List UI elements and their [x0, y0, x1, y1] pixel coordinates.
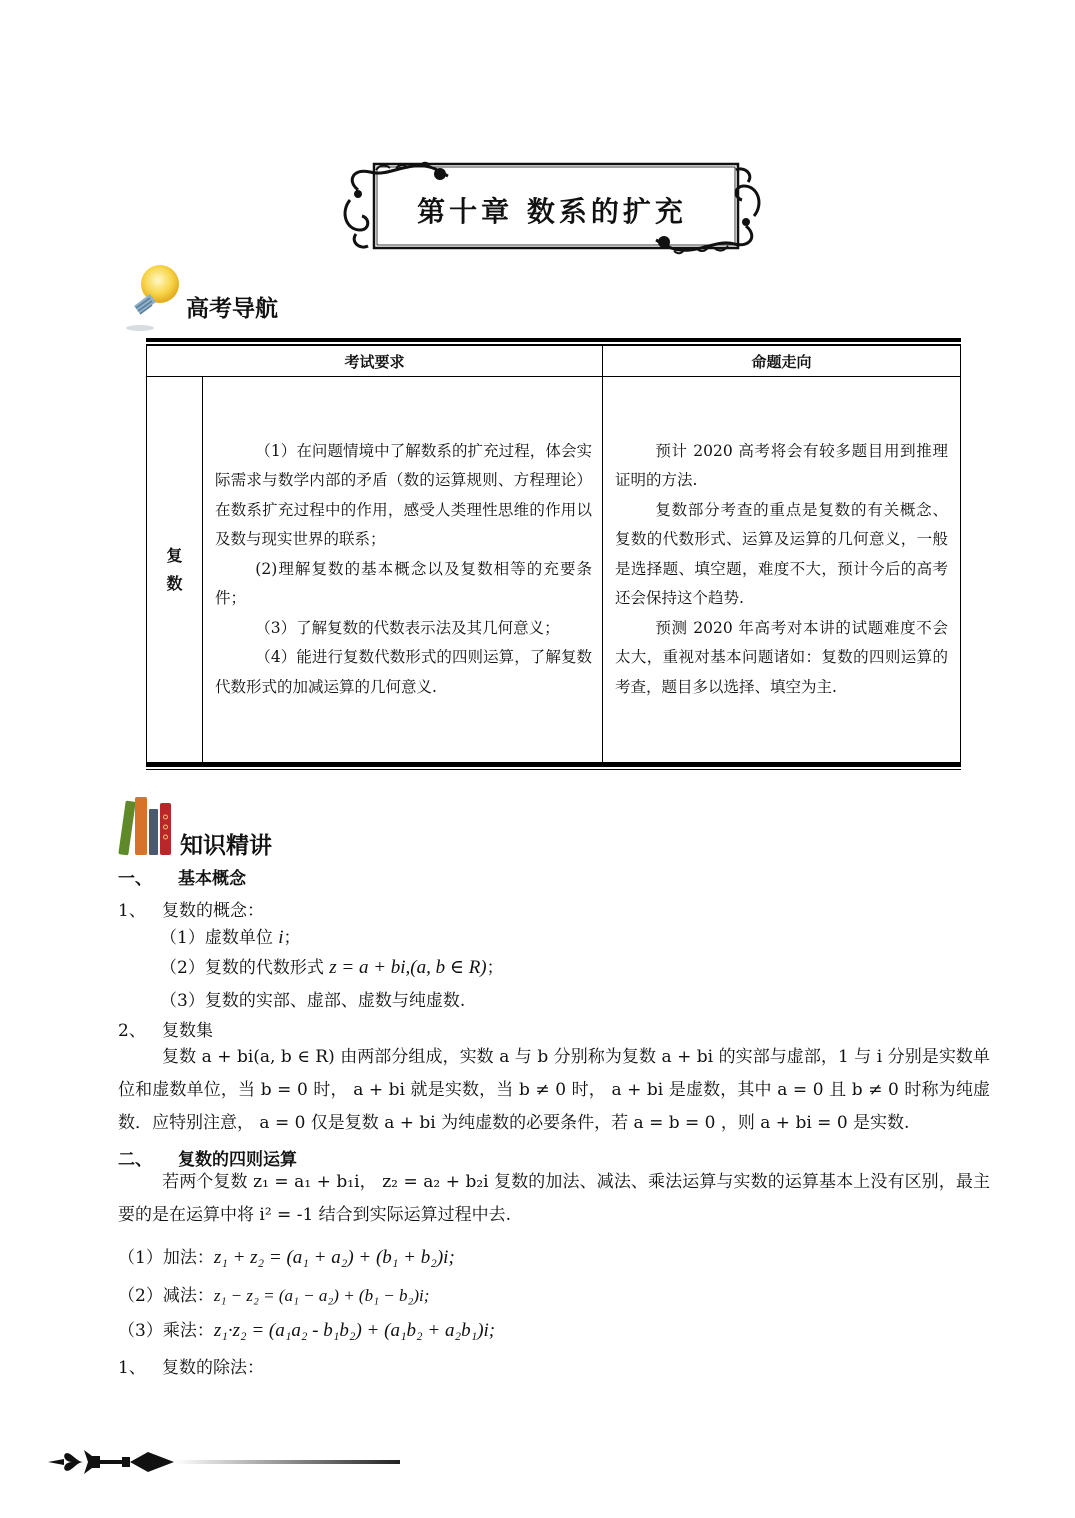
- trend-item: 复数部分考查的重点是复数的有关概念、复数的代数形式、运算及运算的几何意义，一般是选择题、填空题，难度不大，预计今后的高考还会保持这个趋势.: [615, 500, 948, 608]
- table-header-row: [147, 346, 961, 377]
- trends-cell: [603, 377, 961, 763]
- header-requirements: 考试要求: [147, 346, 603, 377]
- op-multiplication: （3）乘法：z₁·z₂ = (a₁a₂ - b₁b₂) + (a₁b₂ + a₂b₁)i;: [118, 1320, 496, 1341]
- requirement-item: (2)理解复数的基本概念以及复数相等的充要条件；: [215, 559, 593, 608]
- footer-ornament: [44, 1444, 404, 1480]
- chapter-title-banner: [336, 160, 768, 256]
- op-subtraction: （2）减法：z₁ − z₂ = (a₁ − a₂) + (b₁ − b₂)i;: [118, 1286, 430, 1306]
- section-heading-knowledge: [118, 793, 272, 865]
- sub-item: （2）复数的代数形式 z = a + bi,(a, b ∈ R)；: [160, 957, 504, 978]
- paragraph-complex-set: 复数 a + bi(a, b ∈ R) 由两部分组成，实数 a 与 b 分别称为复数 a + bi 的实部与虚部，1 与 i 分别是实数单位和虚数单位，当 b = 0 时， a + bi 就是实数，当 b ≠ 0 时， a + bi 是虚数，其中 a = 0 且 b ≠ 0 时称为纯虚数．应特别注意， a = 0 仅是复数 a + bi 为纯虚数的必要条件，若 a = b = 0 ，则 a + bi = 0 是实数.: [118, 1047, 990, 1133]
- item-division: 1、 复数的除法：: [118, 1358, 264, 1378]
- requirement-item: （1）在问题情境中了解数系的扩充过程，体会实际需求与数学内部的矛盾（数的运算规则、方程理论）在数系扩充过程中的作用，感受人类理性思维的作用以及数与现实世界的联系；: [215, 441, 593, 549]
- table-row: [147, 377, 961, 763]
- sub-item: （3）复数的实部、虚部、虚数与纯虚数.: [160, 991, 466, 1011]
- table-top-border: [146, 338, 961, 342]
- row-label: 复 数: [147, 377, 203, 763]
- requirements-cell: [203, 377, 603, 763]
- trend-item: 预测 2020 年高考对本讲的试题难度不会太大，重视对基本问题诸如：复数的四则运算的考查，题目多以选择、填空为主.: [615, 618, 948, 696]
- books-icon: [118, 793, 178, 859]
- section-title: 高考导航: [186, 296, 278, 322]
- section-title: 知识精讲: [180, 833, 272, 859]
- chapter-title: 第十章 数系的扩充: [417, 195, 687, 228]
- requirement-item: （4）能进行复数代数形式的四则运算，了解复数代数形式的加减运算的几何意义.: [215, 648, 593, 696]
- sub-item: （1）虚数单位 i；: [160, 927, 301, 948]
- paragraph-operations-intro: 若两个复数 z₁ = a₁ + b₁i， z₂ = a₂ + b₂i 复数的加法、减法、乘法运算与实数的运算基本上没有区别，最主要的是在运算中将 i² = -1 结合到实际运算过程中去.: [118, 1172, 990, 1225]
- item-complex-concept: 1、 复数的概念：: [118, 901, 264, 921]
- heading-four-operations: 二、 复数的四则运算: [118, 1150, 297, 1170]
- op-addition: （1）加法：z₁ + z₂ = (a₁ + a₂) + (b₁ + b₂)i;: [118, 1247, 455, 1268]
- item-complex-set: 2、 复数集: [118, 1021, 213, 1041]
- requirement-item: （3）了解复数的代数表示法及其几何意义；: [255, 618, 560, 637]
- trend-item: 预计 2020 高考将会有较多题目用到推理证明的方法.: [615, 441, 948, 490]
- ornament-divider-icon: [44, 1444, 404, 1480]
- table-bottom-border: [146, 763, 961, 767]
- heading-basic-concepts: 一、 基本概念: [118, 869, 246, 889]
- section-heading-exam-nav: [120, 262, 278, 340]
- exam-requirements-table: [146, 338, 961, 770]
- lightbulb-icon: [120, 262, 186, 334]
- header-trends: 命题走向: [603, 346, 961, 377]
